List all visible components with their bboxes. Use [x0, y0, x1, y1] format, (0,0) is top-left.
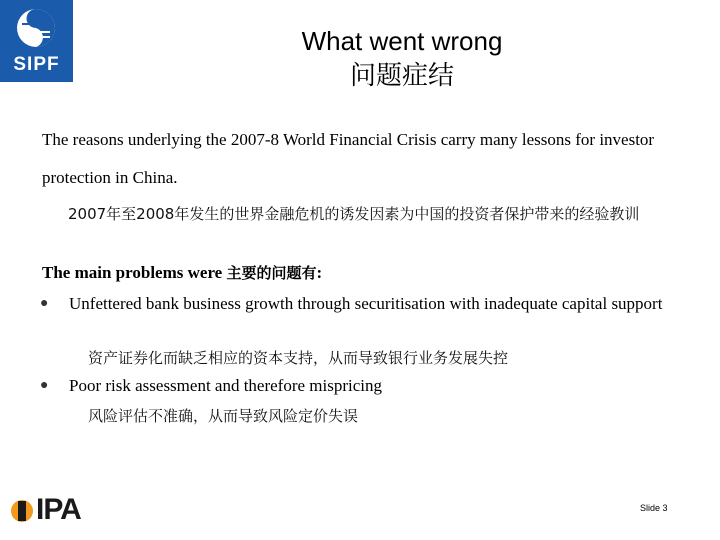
ipa-logo-icon — [10, 497, 34, 525]
problems-heading — [42, 262, 322, 284]
bullet-dot-icon: ● — [40, 378, 49, 393]
bullet-item: Poor risk assessment and therefore mispricing — [69, 376, 383, 395]
problems-heading-en: The main problems were — [42, 263, 227, 282]
globe-icon — [16, 8, 56, 48]
intro-paragraph-cn: 2007年至2008年发生的世界金融危机的诱发因素为中国的投资者保护带来的经验教训 — [68, 205, 640, 223]
ipa-logo-text: IPA — [36, 493, 81, 526]
bullet-item: Unfettered bank business growth through securitisation with inadequate capital support — [69, 294, 663, 313]
title-line-en: What went wrong — [301, 26, 503, 56]
bullet-item-cn: 资产证券化而缺乏相应的资本支持，从而导致银行业务发展失控 — [88, 349, 509, 367]
bullet-item-cn: 风险评估不准确，从而导致风险定价失误 — [88, 407, 359, 425]
slide-title — [230, 24, 574, 92]
bullet-dot-icon: ● — [40, 296, 49, 311]
sipf-logo — [0, 0, 73, 82]
title-line-cn: 问题症结 — [349, 60, 454, 90]
intro-paragraph: The reasons underlying the 2007-8 World Financial Crisis carry many lessons for investor protection in China. — [42, 130, 655, 187]
problems-heading-cn: 主要的问题有 — [226, 264, 317, 282]
ipa-logo — [10, 493, 100, 529]
sipf-logo-text: SIPF — [13, 54, 60, 75]
slide-number: Slide 3 — [640, 503, 668, 513]
problems-heading-colon: : — [316, 263, 323, 282]
